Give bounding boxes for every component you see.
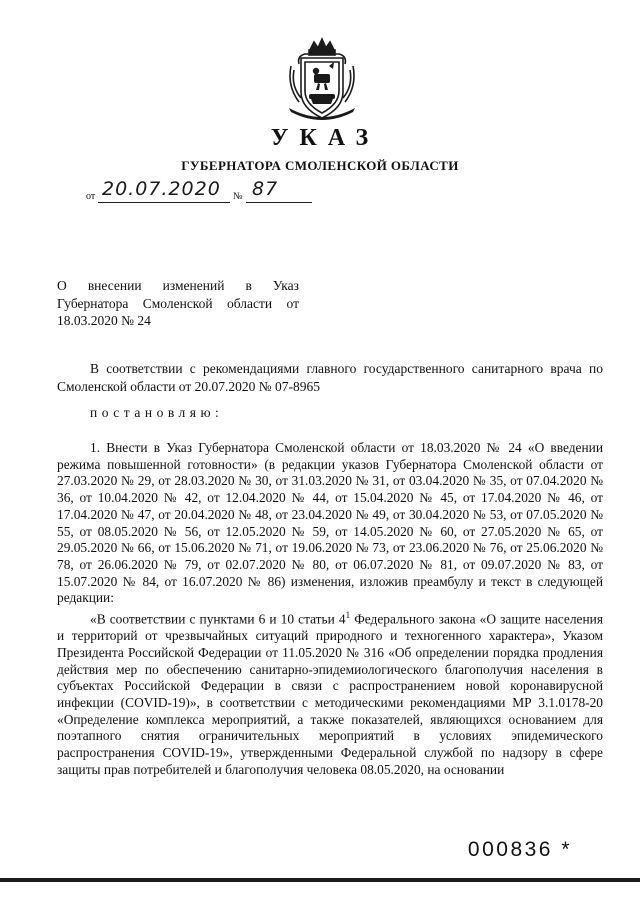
- quoted-preamble-paragraph: [57, 607, 603, 779]
- subject-word: Указ: [272, 278, 299, 293]
- subject-word: в: [245, 278, 252, 293]
- serial-number: 000836 *: [467, 838, 572, 861]
- decree-word: постановляю:: [90, 405, 224, 420]
- date-prefix: от: [86, 191, 96, 202]
- subject-word: изменений: [162, 278, 225, 293]
- page-bottom-rule: [0, 878, 640, 882]
- quote-text-start: «В соответствии с пунктами 6 и 10 статьи 4: [90, 611, 346, 627]
- subject-word: внесении: [87, 278, 142, 293]
- subject-word: О: [57, 278, 67, 293]
- coat-of-arms-emblem: [287, 36, 357, 122]
- handwritten-date: 20.07.2020: [102, 178, 221, 200]
- number-prefix: №: [233, 191, 243, 202]
- decree-body: [57, 440, 603, 779]
- date-underline: [98, 202, 230, 203]
- document-subtitle: ГУБЕРНАТОРА СМОЛЕНСКОЙ ОБЛАСТИ: [181, 158, 459, 173]
- number-underline: [246, 202, 312, 203]
- preamble-paragraph: В соответствии с рекомендациями главного государственного санитарного врача по Смоленской области от 20.07.2020 № 07-8965: [57, 361, 603, 394]
- subject-first-line: [57, 277, 299, 295]
- subject-rest: Губернатора Смоленской области от 18.03.2020 № 24: [57, 295, 299, 328]
- quote-text-rest: Федерального закона «О защите населения и территорий от чрезвычайных ситуаций природного и техногенного характера», Указом Президента Российской Федерации от 11.05.2020 № 316 «Об определении порядка продления действия мер по обеспечению санитарно-эпидемиологического благополучия населения в субъектах Российской Федерации в связи с распространением новой коронавирусной инфекции (COVID-19)», в соответствии с методическими рекомендациями МР 3.1.0178-20 «Определение комплекса мероприятий, а также показателей, являющихся основанием для поэтапного снятия ограничительных мероприятий в условиях эпидемического распространения COVID-19», утвержденными Федеральной службой по надзору в сфере защиты прав потребителей и благополучия человека 08.05.2020, на основании: [57, 611, 603, 777]
- handwritten-number: 87: [252, 178, 279, 200]
- document-title: УКАЗ: [270, 125, 380, 151]
- document-subject: [57, 277, 299, 330]
- item-1-paragraph: 1. Внести в Указ Губернатора Смоленской области от 18.03.2020 № 24 «О введении режима повышенной готовности» (в редакции указов Губернатора Смоленской области от 27.03.2020 № 29, от 28.03.2020 № 30, от 31.03.2020 № 31, от 03.04.2020 № 35, от 07.04.2020 № 36, от 10.04.2020 № 42, от 12.04.2020 № 44, от 15.04.2020 № 45, от 17.04.2020 № 46, от 17.04.2020 № 47, от 20.04.2020 № 48, от 23.04.2020 № 49, от 30.04.2020 № 53, от 07.05.2020 № 55, от 08.05.2020 № 56, от 12.05.2020 № 59, от 14.05.2020 № 60, от 27.05.2020 № 65, от 29.05.2020 № 66, от 15.06.2020 № 71, от 19.06.2020 № 73, от 23.06.2020 № 76, от 25.06.2020 № 78, от 26.06.2020 № 79, от 02.07.2020 № 80, от 06.07.2020 № 81, от 09.07.2020 № 83, от 15.07.2020 № 84, от 16.07.2020 № 86) изменения, изложив преамбулу и текст в следующей редакции:: [57, 440, 603, 606]
- article-superscript: 1: [345, 610, 351, 621]
